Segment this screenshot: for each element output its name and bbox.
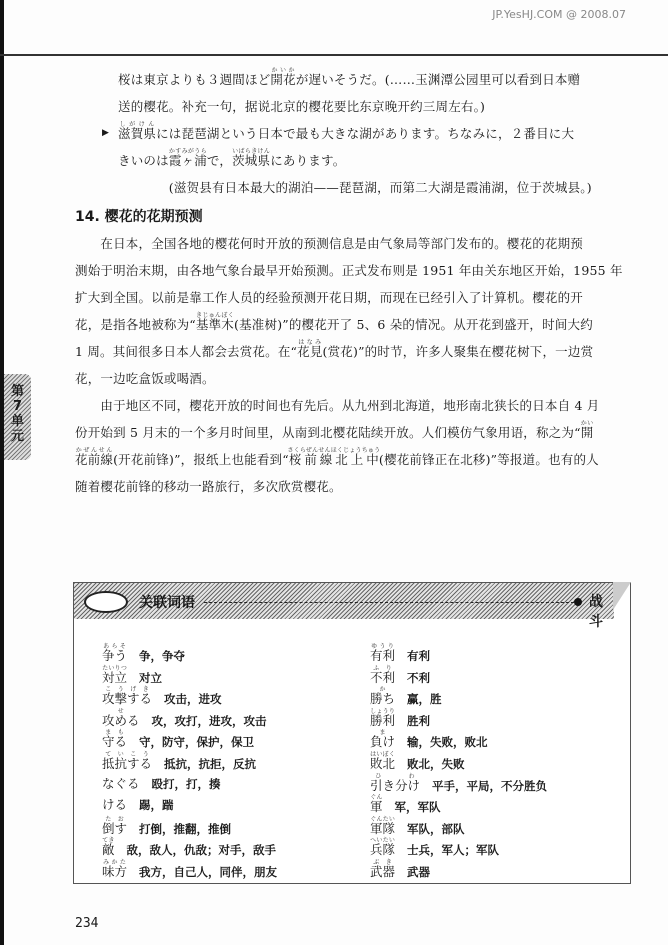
vocab-box-title: 关联词语	[139, 595, 195, 611]
vocab-meaning: 争，争夺	[139, 649, 186, 663]
vocab-reading: ま	[370, 729, 396, 737]
vocab-item	[370, 751, 547, 773]
vocab-word	[102, 707, 140, 728]
reading: しがけん	[118, 121, 157, 128]
vocab-column-right	[370, 643, 547, 881]
text-segment: (滋贺县有日本最大的湖泊——琵琶湖，而第二大湖是霞浦湖，位于茨城县。)	[118, 180, 592, 195]
speech-bubble-icon	[84, 591, 128, 613]
vocab-meaning: 不利	[407, 670, 431, 685]
text-segment: 扩大到全国。以前是靠工作人员的经验预测开花日期，而现在已经引入了计算机。樱花的开	[75, 290, 584, 305]
word-text: 花前線	[75, 452, 114, 467]
vocab-item	[102, 643, 277, 665]
vocab-item	[370, 816, 547, 838]
text-line	[118, 147, 592, 174]
text-segment: 在日本，全国各地的樱花何时开放的预测信息是由气象局等部门发布的。樱花的花期预	[75, 236, 584, 251]
furigana-word	[232, 148, 271, 168]
vocab-meaning: 败北，失败	[407, 756, 465, 771]
vocab-meaning: 守，防守，保护，保卫	[139, 735, 255, 750]
vocab-term: 対立	[102, 669, 128, 685]
text-segment: 1 周。其间很多日本人都会去赏花。在“	[75, 344, 298, 359]
vocab-meaning: 打倒，推翻，推倒	[139, 821, 232, 836]
bullet-dot-icon	[574, 598, 582, 606]
vocab-item	[370, 859, 547, 881]
vocab-word	[370, 815, 396, 836]
vocab-term: 守る	[102, 734, 128, 750]
scan-edge	[0, 0, 4, 945]
text-line	[75, 311, 623, 338]
vocab-term: 味方	[102, 863, 128, 879]
vocab-meaning: 攻，攻打，进攻，攻击	[151, 713, 267, 728]
vocab-item	[370, 708, 547, 730]
text-segment: には琵琶湖という日本で最も大きな湖があります。ちなみに，２番目に大	[156, 126, 575, 141]
furigana-word	[168, 148, 207, 168]
vocab-meaning: 有利	[407, 649, 431, 663]
text-segment: (基准树)”的樱花开了 5、6 朵的情况。从开花到盛开，时间大约	[234, 317, 593, 332]
vocab-reading: ぐんたい	[370, 815, 396, 823]
word-text: 茨城県	[232, 153, 271, 168]
vocab-meaning: 武器	[407, 864, 431, 879]
vocab-term: 軍	[370, 799, 383, 815]
vocab-word	[370, 772, 421, 793]
vocab-word	[102, 797, 127, 812]
vocab-item	[370, 665, 547, 687]
vocab-word	[102, 686, 153, 707]
furigana-word	[270, 67, 296, 87]
vocab-term: 引き分け	[370, 777, 421, 793]
vocab-term: ける	[102, 797, 128, 813]
text-segment: 花，一边吃盒饭或喝酒。	[75, 371, 215, 386]
vocab-term: なぐる	[102, 775, 140, 791]
vocab-box-topic: 战斗	[589, 594, 603, 630]
vocab-item	[370, 643, 547, 665]
text-segment: 花，是指各地被称为“	[75, 317, 196, 332]
vocab-box-header	[74, 583, 614, 630]
vocab-item	[370, 773, 547, 795]
header-dashed-line	[204, 602, 574, 603]
vocab-word	[102, 815, 128, 836]
vocab-term: 争う	[102, 648, 128, 663]
vocab-word	[102, 664, 128, 685]
vocab-word	[102, 643, 128, 663]
text-segment: 送的樱花。补充一句，据说北京的樱花要比东京晚开约三周左右。)	[118, 99, 486, 114]
text-segment: が遅いそうだ。(……玉渊潭公园里可以看到日本赠	[295, 72, 581, 87]
vocab-reading: ふり	[370, 664, 396, 672]
vocab-item	[102, 794, 277, 816]
page-number: 234	[75, 916, 99, 931]
word-text: 基準木	[195, 317, 235, 332]
vocab-term: 兵隊	[370, 842, 396, 858]
reading: はなみ	[297, 339, 323, 346]
vocab-term: 勝ち	[370, 691, 396, 707]
text-line	[75, 392, 623, 419]
vocab-reading: せ	[102, 707, 140, 715]
vocab-meaning: 踢，踹	[139, 798, 174, 813]
vocab-term: 武器	[370, 863, 396, 879]
furigana-word	[75, 447, 114, 467]
vocab-item	[102, 751, 277, 773]
vocab-meaning: 攻击，进攻	[164, 692, 222, 707]
vocab-term: 勝利	[370, 712, 396, 728]
vocab-item	[102, 816, 277, 838]
vocab-reading: へいたい	[370, 837, 396, 845]
vocab-reading: ひ わ	[370, 772, 421, 780]
vocab-meaning: 赢，胜	[407, 692, 442, 707]
text-line	[75, 284, 623, 311]
word-text: 開花	[270, 72, 296, 87]
vocab-column-left	[102, 643, 277, 881]
vocab-term: 負け	[370, 734, 396, 750]
text-line	[118, 66, 592, 93]
vocab-term: 攻める	[102, 712, 140, 728]
word-text: 開	[580, 425, 594, 440]
text-line	[75, 365, 623, 392]
text-segment: で，	[206, 153, 233, 168]
reading: さくらぜんせんほくじょうちゅう	[287, 447, 381, 454]
section-body	[75, 230, 623, 500]
vocab-word	[370, 664, 396, 685]
vocab-word	[370, 837, 396, 858]
vocab-item	[370, 729, 547, 751]
vocab-item	[102, 686, 277, 708]
vocab-reading: か	[370, 686, 396, 694]
vocab-word	[370, 643, 396, 663]
vocab-meaning: 士兵，军人；军队	[407, 843, 500, 858]
vocab-reading: ぶき	[370, 858, 396, 866]
vocab-term: 抵抗する	[102, 755, 153, 771]
text-segment: 由于地区不同，樱花开放的时间也有先后。从九州到北海道，地形南北狭长的日本自 4 月	[75, 398, 600, 413]
watermark: JP.YesHJ.COM @ 2008.07	[492, 8, 626, 21]
text-segment: 随着樱花前锋的移动一路旅行，多次欣赏樱花。	[75, 479, 342, 494]
vocab-item	[102, 859, 277, 881]
text-segment: (开花前锋)”，报纸上也能看到“	[113, 452, 289, 467]
vocab-item	[102, 729, 277, 751]
vocab-term: 倒す	[102, 820, 128, 836]
vocab-reading: しょうり	[370, 707, 396, 715]
vocab-word	[102, 837, 115, 858]
word-text: 滋賀県	[118, 126, 157, 141]
intro-text	[102, 66, 592, 201]
vocab-reading: あらそ	[102, 643, 127, 650]
vocab-term: 不利	[370, 669, 396, 685]
text-segment: (赏花)”的时节，许多人聚集在樱花树下，一边赏	[322, 344, 594, 359]
furigana-word	[118, 121, 157, 141]
vocab-meaning: 敌，敌人，仇敌；对手，敌手	[126, 843, 277, 858]
vocab-term: 敵	[102, 842, 115, 858]
vocab-reading: ゆうり	[370, 643, 395, 650]
vocab-meaning: 我方，自己人，同伴，朋友	[139, 864, 278, 879]
text-line	[75, 473, 623, 500]
vocab-word	[370, 794, 383, 815]
vocab-meaning: 军队，部队	[407, 821, 465, 836]
text-segment: (樱花前锋正在北移)”等报道。也有的人	[378, 452, 599, 467]
vocab-term: 攻撃する	[102, 691, 153, 707]
bullet-icon: ▶	[102, 128, 110, 138]
furigana-word	[580, 420, 594, 440]
vocab-reading: ていこう	[102, 750, 153, 758]
vocab-reading: こうげき	[102, 686, 153, 694]
vocab-word	[102, 750, 153, 771]
vocab-meaning: 输，失败，败北	[407, 735, 488, 750]
text-line	[75, 230, 623, 257]
reading: いばらきけん	[232, 148, 271, 155]
text-segment: 份开始到 5 月末的一个多月时间里，从南到北樱花陆续开放。人们模仿气象用语，称之为“	[75, 425, 581, 440]
vocab-meaning: 殴打，打，揍	[151, 776, 221, 791]
vocab-meaning: 对立	[139, 670, 163, 685]
text-line	[102, 120, 592, 147]
vocab-meaning: 军，军队	[394, 800, 441, 815]
header-rule	[0, 54, 668, 56]
vocab-item	[370, 794, 547, 816]
reading: きじゅんぼく	[195, 312, 234, 319]
vocab-word	[370, 686, 396, 707]
vocab-word	[370, 729, 396, 750]
vocab-item	[102, 708, 277, 730]
text-segment: 桜は東京よりも３週間ほど	[118, 72, 271, 87]
chapter-tab-label: 第7单元	[10, 384, 24, 444]
vocab-meaning: 平手，平局，不分胜负	[432, 778, 548, 793]
vocab-word	[102, 858, 128, 879]
furigana-word	[195, 312, 235, 332]
vocab-item	[370, 686, 547, 708]
vocab-reading: まも	[102, 729, 128, 737]
vocab-term: 軍隊	[370, 820, 396, 836]
text-line	[75, 257, 623, 284]
chapter-tab[interactable]	[4, 374, 31, 460]
vocab-meaning: 胜利	[407, 713, 431, 728]
vocab-item	[370, 837, 547, 859]
vocab-item	[102, 773, 277, 795]
furigana-word	[287, 447, 381, 467]
text-line	[75, 338, 623, 365]
section-title: 14. 樱花的花期预测	[75, 209, 203, 225]
vocab-term: 有利	[370, 648, 396, 663]
reading: かぜんせん	[75, 447, 114, 454]
vocab-word	[370, 858, 396, 879]
vocab-item	[102, 837, 277, 859]
vocab-term: 敗北	[370, 755, 396, 771]
vocab-word	[370, 707, 396, 728]
text-line	[75, 446, 623, 473]
word-text: 花見	[297, 344, 323, 359]
text-line	[118, 174, 592, 201]
vocab-box	[73, 582, 631, 884]
vocab-meaning: 抵抗，抗拒，反抗	[164, 756, 257, 771]
vocab-word	[102, 776, 140, 791]
reading: かい	[580, 420, 594, 427]
vocab-item	[102, 665, 277, 687]
page-fold-corner	[613, 582, 631, 610]
word-text: 霞ヶ浦	[168, 153, 207, 168]
vocab-reading: てき	[102, 837, 115, 845]
text-line	[118, 93, 592, 120]
word-text: 桜前線北上中	[287, 452, 381, 467]
reading: かすみがうら	[168, 148, 207, 155]
furigana-word	[297, 339, 323, 359]
text-segment: 测始于明治末期，由各地气象台最早开始预测。正式发布则是 1951 年由关东地区开始，1955 年	[75, 263, 623, 278]
vocab-reading: はいぼく	[370, 750, 396, 758]
vocab-reading: たいりつ	[102, 664, 128, 672]
vocab-word	[102, 729, 128, 750]
text-line	[75, 419, 623, 446]
reading: かいか	[270, 67, 296, 74]
vocab-reading: ぐん	[370, 794, 383, 802]
vocab-word	[370, 750, 396, 771]
text-segment: きいのは	[118, 153, 169, 168]
vocab-reading: たお	[102, 815, 128, 823]
vocab-reading: みかた	[102, 858, 127, 866]
text-segment: にあります。	[270, 153, 346, 168]
